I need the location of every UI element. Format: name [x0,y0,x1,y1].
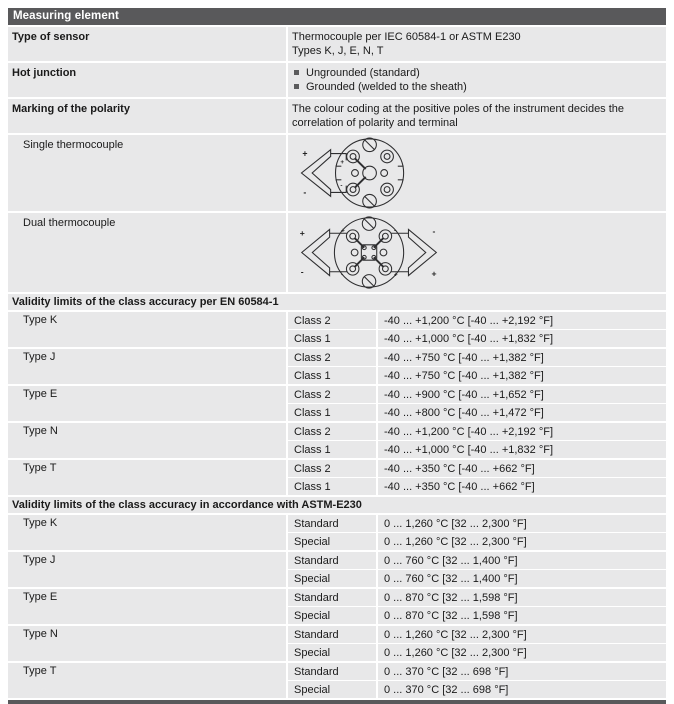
dual-thermocouple-diagram [288,213,666,292]
range-cell: 0 ... 1,260 °C [32 ... 2,300 °F] [378,626,666,643]
class-cell: Class 2 [288,423,376,440]
spec-value-line: The colour coding at the positive poles of the instrument decides the [292,103,625,115]
spec-row-type-of-sensor [8,27,666,61]
class-cell: Class 2 [288,349,376,366]
type-label: Type J [8,349,286,384]
spec-row-marking-of-polarity [8,99,666,133]
class-cell: Class 1 [288,441,376,458]
section-title-bar: Measuring element [8,8,666,25]
bullet-text: Ungrounded (standard) [306,67,420,79]
table-row-type-n [8,423,666,458]
polarity-minus-label: - [394,227,397,235]
table-row-type-n [8,626,666,661]
range-cell: 0 ... 1,260 °C [32 ... 2,300 °F] [378,644,666,661]
spec-value-line: Types K, J, E, N, T [292,45,384,57]
range-cell: -40 ... +1,000 °C [-40 ... +1,832 °F] [378,330,666,347]
bullet-item [292,66,660,80]
type-label: Type T [8,663,286,698]
diagram-row-single-thermocouple [8,135,666,211]
table-row-type-k [8,515,666,550]
polarity-plus-label: + [302,148,308,159]
class-cell: Class 1 [288,404,376,421]
spec-value [288,27,666,61]
table-row-type-t [8,460,666,495]
range-cell: 0 ... 760 °C [32 ... 1,400 °F] [378,570,666,587]
type-label: Type K [8,515,286,550]
polarity-plus-label: + [341,227,345,235]
range-cell: 0 ... 370 °C [32 ... 698 °F] [378,681,666,698]
class-cell: Class 2 [288,386,376,403]
range-cell: -40 ... +350 °C [-40 ... +662 °F] [378,478,666,495]
class-cell: Standard [288,515,376,532]
diagram-label: Dual thermocouple [8,213,286,292]
table-row-type-e [8,386,666,421]
spec-label: Hot junction [8,63,286,97]
single-thermocouple-diagram [288,135,666,211]
subsection-header-en60584: Validity limits of the class accuracy per EN 60584-1 [8,294,666,310]
type-label: Type E [8,386,286,421]
bullet-item [292,80,660,94]
range-cell: -40 ... +750 °C [-40 ... +1,382 °F] [378,349,666,366]
type-label: Type N [8,626,286,661]
class-cell: Standard [288,589,376,606]
diagram-label: Single thermocouple [8,135,286,211]
spec-row-hot-junction [8,63,666,97]
polarity-minus-label: - [303,187,307,198]
range-cell: -40 ... +750 °C [-40 ... +1,382 °F] [378,367,666,384]
class-cell: Class 1 [288,330,376,347]
class-cell: Class 2 [288,460,376,477]
range-cell: 0 ... 370 °C [32 ... 698 °F] [378,663,666,680]
range-cell: -40 ... +350 °C [-40 ... +662 °F] [378,460,666,477]
class-cell: Special [288,644,376,661]
table-row-type-k [8,312,666,347]
class-cell: Special [288,533,376,550]
subsection-header-astm-e230: Validity limits of the class accuracy in accordance with ASTM-E230 [8,497,666,513]
type-label: Type T [8,460,286,495]
square-bullet-icon [294,84,299,89]
class-cell: Class 1 [288,478,376,495]
range-cell: 0 ... 870 °C [32 ... 1,598 °F] [378,589,666,606]
polarity-plus-label: + [299,228,305,239]
range-cell: -40 ... +900 °C [-40 ... +1,652 °F] [378,386,666,403]
range-cell: -40 ... +1,200 °C [-40 ... +2,192 °F] [378,312,666,329]
range-cell: -40 ... +800 °C [-40 ... +1,472 °F] [378,404,666,421]
spec-label: Marking of the polarity [8,99,286,133]
polarity-minus-label: - [432,226,436,237]
polarity-minus-label: - [300,266,304,277]
range-cell: -40 ... +1,200 °C [-40 ... +2,192 °F] [378,423,666,440]
bottom-border-bar [8,700,666,704]
class-cell: Special [288,607,376,624]
class-cell: Special [288,570,376,587]
class-cell: Standard [288,552,376,569]
range-cell: 0 ... 1,260 °C [32 ... 2,300 °F] [378,515,666,532]
table-row-type-t [8,663,666,698]
bullet-text: Grounded (welded to the sheath) [306,81,467,93]
range-cell: 0 ... 760 °C [32 ... 1,400 °F] [378,552,666,569]
type-label: Type J [8,552,286,587]
spec-value-line: Thermocouple per IEC 60584-1 or ASTM E230 [292,31,521,43]
spec-value [288,63,666,97]
table-row-type-j [8,552,666,587]
dual-thermocouple-drawing-icon [294,215,446,290]
polarity-plus-label: + [340,159,345,167]
square-bullet-icon [294,70,299,75]
range-cell: 0 ... 870 °C [32 ... 1,598 °F] [378,607,666,624]
single-thermocouple-drawing-icon [294,137,414,209]
class-cell: Class 1 [288,367,376,384]
polarity-plus-label: + [431,268,437,279]
spec-value-line: correlation of polarity and terminal [292,117,458,129]
class-cell: Class 2 [288,312,376,329]
table-row-type-e [8,589,666,624]
polarity-minus-label: - [340,182,343,190]
class-cell: Special [288,681,376,698]
type-label: Type N [8,423,286,458]
class-cell: Standard [288,626,376,643]
polarity-plus-label: + [394,271,398,279]
table-row-type-j [8,349,666,384]
type-label: Type E [8,589,286,624]
polarity-minus-label: - [341,271,344,279]
type-label: Type K [8,312,286,347]
spec-value [288,99,666,133]
range-cell: 0 ... 1,260 °C [32 ... 2,300 °F] [378,533,666,550]
spec-label: Type of sensor [8,27,286,61]
range-cell: -40 ... +1,000 °C [-40 ... +1,832 °F] [378,441,666,458]
diagram-row-dual-thermocouple [8,213,666,292]
class-cell: Standard [288,663,376,680]
measuring-element-table [8,8,666,704]
